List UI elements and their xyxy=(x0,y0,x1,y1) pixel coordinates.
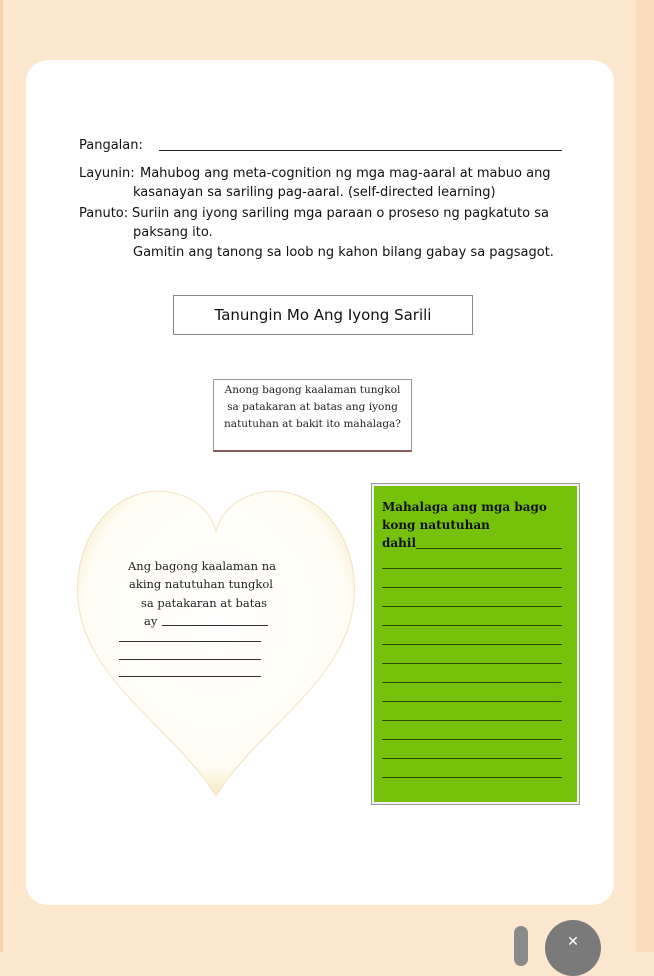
heart-text-line3: sa patakaran at batas xyxy=(141,596,268,610)
name-label: Pangalan: xyxy=(79,138,143,153)
green-answer-line xyxy=(382,701,562,702)
heart-text-line2: aking natutuhan tungkol xyxy=(129,577,273,591)
panuto-text-line3: Gamitin ang tanong sa loob ng kahon bilang gabay sa pagsagot. xyxy=(133,245,554,260)
green-answer-line xyxy=(382,625,562,626)
green-answer-line xyxy=(382,587,562,588)
worksheet-sheet xyxy=(26,60,614,905)
green-answer-box xyxy=(372,484,579,804)
green-answer-line xyxy=(416,548,562,549)
heart-answer-line xyxy=(119,641,261,642)
scroll-handle[interactable] xyxy=(514,926,528,966)
green-answer-line xyxy=(382,606,562,607)
green-answer-line xyxy=(382,720,562,721)
panuto-label: Panuto: xyxy=(79,206,129,221)
heart-answer-line xyxy=(162,625,268,626)
guide-question-box xyxy=(213,379,412,452)
close-icon: ✕ xyxy=(567,934,579,950)
guide-question-line3: natutuhan at bakit ito mahalaga? xyxy=(224,418,401,430)
green-box-text xyxy=(382,498,547,552)
heart-text-line4: ay xyxy=(144,614,158,628)
green-answer-line xyxy=(382,682,562,683)
green-answer-line xyxy=(382,644,562,645)
panuto-text-line2: paksang ito. xyxy=(133,225,213,240)
layunin-text-line1: Mahubog ang meta-cognition ng mga mag-aaral at mabuo ang xyxy=(140,166,551,181)
title-box: Tanungin Mo Ang Iyong Sarili xyxy=(173,295,473,335)
heart-shape xyxy=(66,480,366,810)
heart-text-line1: Ang bagong kaalaman na xyxy=(128,559,276,573)
green-text-line1: Mahalaga ang mga bago xyxy=(382,500,547,514)
guide-question-line2: sa patakaran at batas ang iyong xyxy=(227,401,398,413)
panuto-text-line1: Suriin ang iyong sariling mga paraan o proseso ng pagkatuto sa xyxy=(132,206,549,221)
green-answer-line xyxy=(382,739,562,740)
guide-question-line1: Anong bagong kaalaman tungkol xyxy=(224,384,401,396)
close-button[interactable] xyxy=(545,920,601,976)
green-answer-line xyxy=(382,663,562,664)
layunin-label: Layunin: xyxy=(79,166,135,181)
name-answer-line xyxy=(159,150,562,151)
green-answer-line xyxy=(382,758,562,759)
green-answer-line xyxy=(382,568,562,569)
layunin-text-line2: kasanayan sa sariling pag-aaral. (self-directed learning) xyxy=(133,185,496,200)
green-answer-line xyxy=(382,777,562,778)
heart-answer-line xyxy=(119,659,261,660)
green-text-line2: kong natutuhan xyxy=(382,518,490,532)
green-text-line3: dahil xyxy=(382,536,417,550)
page-edge-left xyxy=(0,0,3,952)
page-edge-right xyxy=(636,0,654,952)
heart-answer-line xyxy=(119,676,261,677)
